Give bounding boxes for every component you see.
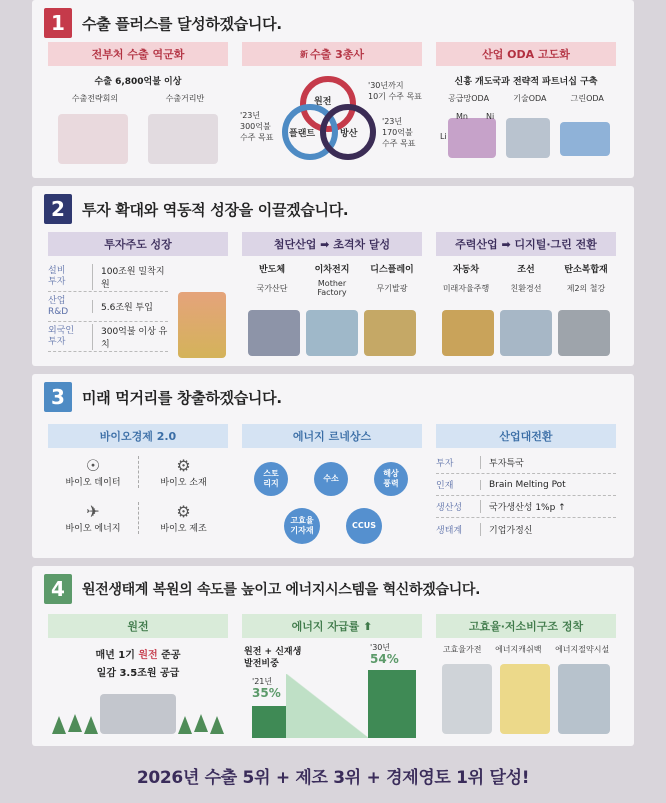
bio-item: 바이오 제조 [160, 524, 207, 534]
section-title: 원전생태계 복원의 속도를 높이고 에너지시스템을 혁신하겠습니다. [82, 582, 481, 598]
bubble-storage: 스토 리지 [254, 462, 288, 496]
section-number: 4 [44, 574, 72, 604]
item-title: 반도체 [258, 265, 286, 275]
col-bio-economy [48, 424, 228, 534]
row-key: 생태계 [436, 525, 463, 536]
label-export-meeting: 수출전략회의 [71, 94, 119, 103]
col-investment-growth [48, 232, 228, 352]
section-export [32, 0, 634, 178]
label-efficient-appliance: 고효율가전 [442, 645, 482, 654]
bio-energy-icon: ✈ [86, 502, 100, 521]
mineral-li: Li [440, 132, 447, 141]
row-foreign [48, 322, 168, 352]
footer-goal: 2026년 수출 5위 + 제조 3위 + 경제영토 1위 달성! [136, 768, 530, 788]
mineral-ni: Ni [486, 112, 495, 121]
col-header: 첨단산업 ➡ 초격차 달성 [242, 232, 422, 256]
row-key: 투자 [48, 336, 66, 347]
section-nuclear-energy [32, 566, 634, 746]
col-header: 에너지 자급률 ⬆ [242, 614, 422, 638]
label-defense: 방산 [340, 129, 358, 139]
tree-icon [210, 716, 224, 734]
row-value: Brain Melting Pot [480, 480, 616, 490]
bubble-offshore-wind: 해상 풍력 [374, 462, 408, 496]
nuclear-line1-a: 매년 1기 [95, 650, 139, 661]
row-value: 100조원 밀착지원 [92, 264, 168, 290]
item-sub: 친환경선 [510, 284, 542, 293]
row-facility [48, 262, 168, 292]
tree-icon [68, 714, 82, 732]
semiconductor-illustration [248, 310, 300, 356]
facility-illustration [558, 664, 610, 734]
chart-label: 발전비중 [244, 659, 279, 669]
section-number: 2 [44, 194, 72, 224]
nuclear-line1-b: 원전 [138, 650, 158, 661]
year-2030: '30년 [370, 643, 391, 652]
tree-icon [52, 716, 66, 734]
meeting-illustration [58, 114, 128, 164]
row-key: 생산성 [436, 503, 463, 513]
col-header: 에너지 르네상스 [242, 424, 422, 448]
item-sub: Mother Factory [317, 279, 347, 297]
nuclear-line2: 일감 3.5조원 공급 [96, 668, 180, 679]
section-number: 1 [44, 8, 72, 38]
battery-illustration [306, 310, 358, 356]
item-title: 조선 [517, 265, 535, 275]
label-tech-oda: 기술ODA [513, 94, 547, 103]
col-industrial-oda [436, 42, 616, 141]
year-2021: '21년 [252, 677, 273, 686]
row-talent [436, 474, 616, 496]
nuclear-line1 [48, 646, 228, 661]
plant-target-year: '23년 [240, 111, 261, 120]
col-advanced-industry [242, 232, 422, 297]
section-title: 수출 플러스를 달성하겠습니다. [82, 14, 282, 33]
row-value: 기업가정신 [480, 523, 616, 536]
item-title: 자동차 [452, 265, 480, 275]
row-value: 300억불 이상 유치 [92, 324, 168, 350]
value-2021: 35% [252, 686, 281, 700]
tree-icon [84, 716, 98, 734]
col-header [242, 42, 422, 66]
row-key: 투자 [48, 276, 66, 287]
defense-target-amount: 170억불 [382, 128, 413, 137]
row-productivity [436, 496, 616, 518]
money-growth-illustration [178, 292, 226, 358]
bubble-hydrogen: 수소 [314, 462, 348, 496]
bio-item: 바이오 소재 [160, 478, 207, 488]
label-supply-oda: 공급망ODA [448, 94, 490, 103]
col-energy-renaissance [242, 424, 422, 535]
solar-illustration [560, 122, 610, 156]
minerals-illustration [448, 118, 496, 158]
nuclear-target: 10기 수주 목표 [368, 92, 422, 101]
bio-data-icon: ☉ [85, 456, 101, 475]
row-key: 인재 [436, 481, 454, 491]
col-header-text: 수출 3총사 [310, 48, 364, 61]
item-title: 이차전지 [314, 265, 350, 275]
section-future [32, 374, 634, 558]
tree-icon [194, 714, 208, 732]
bar-2030 [368, 670, 416, 738]
col-nuclear [48, 614, 228, 679]
item-title: 디스플레이 [370, 265, 414, 275]
row-value: 투자특국 [480, 456, 616, 469]
bio-item: 바이오 에너지 [65, 524, 121, 534]
ship-illustration [500, 310, 552, 356]
power-plant-illustration [100, 694, 176, 734]
bubble-ccus: CCUS [346, 508, 382, 544]
section-header [44, 574, 480, 604]
cashback-illustration [500, 664, 550, 734]
defense-target-label: 수주 목표 [382, 139, 416, 148]
row-key: 설비 [48, 265, 66, 276]
value-2030: 54% [370, 652, 399, 666]
section-header [44, 194, 348, 224]
row-investment [436, 452, 616, 474]
label-nuclear: 원전 [314, 97, 332, 107]
chart-label: 원전 + 신재생 [244, 647, 302, 657]
tech-illustration [506, 118, 550, 158]
carbon-illustration [558, 310, 610, 356]
section-investment [32, 186, 634, 366]
col-header: 고효율·저소비구조 정착 [436, 614, 616, 638]
item-title: 탄소복합재 [564, 265, 608, 275]
item-sub: 미래자율주행 [442, 284, 490, 293]
bio-item: 바이오 데이터 [65, 478, 121, 488]
section-title: 투자 확대와 역동적 성장을 이끌겠습니다. [82, 200, 349, 219]
col-header: 투자주도 성장 [48, 232, 228, 256]
label-export-team: 수출거리반 [165, 94, 205, 103]
label-energy-saving: 에너지절약시설 [555, 645, 610, 654]
col-header: 전부처 수출 역군화 [48, 42, 228, 66]
section-header [44, 382, 282, 412]
row-key: 외국인 [48, 325, 75, 336]
nuclear-line1-c: 준공 [157, 650, 181, 661]
section-number: 3 [44, 382, 72, 412]
col-subtitle: 수출 6,800억불 이상 [94, 77, 182, 87]
col-header: 주력산업 ➡ 디지털·그린 전환 [436, 232, 616, 256]
appliance-illustration [442, 664, 492, 734]
row-key: R&D [48, 306, 69, 317]
section-title: 미래 먹거리를 창출하겠습니다. [82, 388, 282, 407]
growth-curve [286, 674, 368, 738]
tree-icon [178, 716, 192, 734]
bar-2021 [252, 706, 286, 738]
bubble-high-efficiency: 고효율 기자재 [284, 508, 320, 544]
row-rnd [48, 292, 168, 322]
col-main-industry [436, 232, 616, 294]
plant-target-amount: 300억불 [240, 122, 271, 131]
label-green-oda: 그린ODA [570, 94, 604, 103]
mineral-mn: Mn [456, 112, 468, 121]
item-sub: 제2의 철강 [566, 284, 606, 293]
display-illustration [364, 310, 416, 356]
col-industrial-transformation [436, 424, 616, 540]
col-header: 산업대전환 [436, 424, 616, 448]
col-high-efficiency [436, 614, 616, 655]
team-illustration [148, 114, 218, 164]
row-key: 투자 [436, 459, 454, 469]
col-header: 원전 [48, 614, 228, 638]
row-ecosystem [436, 518, 616, 540]
defense-target-year: '23년 [382, 117, 403, 126]
car-illustration [442, 310, 494, 356]
col-new-export-trio [240, 42, 422, 148]
new-prefix: 新 [300, 49, 308, 59]
col-energy-self-sufficiency [242, 614, 422, 700]
col-subtitle: 신흥 개도국과 전략적 파트너십 구축 [454, 77, 598, 87]
label-plant: 플랜트 [289, 129, 316, 139]
row-value: 5.6조원 투입 [92, 300, 168, 313]
section-header [44, 8, 282, 38]
bio-material-icon: ⚙ [176, 456, 191, 475]
col-header: 산업 ODA 고도화 [436, 42, 616, 66]
plant-target-label: 수주 목표 [240, 133, 274, 142]
row-value: 국가생산성 1%p ↑ [480, 500, 616, 513]
label-energy-cashback: 에너지캐쉬백 [495, 645, 542, 654]
nuclear-target-year: '30년까지 [368, 81, 404, 90]
col-header: 바이오경제 2.0 [48, 424, 228, 448]
col-export-army [48, 42, 228, 104]
item-sub: 무기발광 [376, 284, 408, 293]
row-key: 산업 [48, 295, 66, 306]
item-sub: 국가산단 [256, 284, 288, 293]
bio-manufacturing-icon: ⚙ [176, 502, 191, 521]
